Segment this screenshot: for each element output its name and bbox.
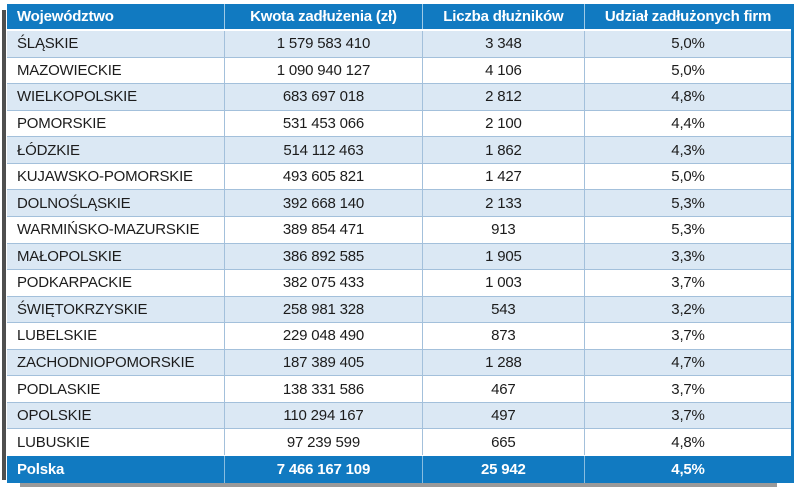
cell-kwota-zadluzenia: 229 048 490 <box>224 323 422 349</box>
cell-wojewodztwo: PODKARPACKIE <box>17 274 132 292</box>
cell-kwota-zadluzenia: 392 668 140 <box>224 190 422 216</box>
cell-liczba-dluznikow: 913 <box>422 217 584 243</box>
cell-udzial-firm: 3,7% <box>584 403 791 429</box>
table-row <box>7 296 791 323</box>
column-header-liczba-dluznikow: Liczba dłużników <box>422 4 584 29</box>
column-header-udzial-firm: Udział zadłużonych firm <box>584 4 791 29</box>
cell-wojewodztwo: OPOLSKIE <box>17 407 92 425</box>
cell-liczba-dluznikow: 1 427 <box>422 164 584 190</box>
cell-wojewodztwo: DOLNOŚLĄSKIE <box>17 194 131 212</box>
cell-liczba-dluznikow: 2 812 <box>422 84 584 110</box>
cell-liczba-dluznikow: 2 133 <box>422 190 584 216</box>
cell-udzial-firm: 3,7% <box>584 376 791 402</box>
table-row <box>7 375 791 402</box>
cell-kwota-zadluzenia: 187 389 405 <box>224 350 422 376</box>
cell-kwota-zadluzenia: 382 075 433 <box>224 270 422 296</box>
cell-wojewodztwo: POMORSKIE <box>17 114 107 132</box>
table-row <box>7 216 791 243</box>
cell-kwota-zadluzenia: 389 854 471 <box>224 217 422 243</box>
cell-liczba-dluznikow: 2 100 <box>422 111 584 137</box>
table-row <box>7 349 791 376</box>
cell-liczba-dluznikow: 467 <box>422 376 584 402</box>
cell-wojewodztwo: ŚLĄSKIE <box>17 35 79 53</box>
cell-udzial-firm: 5,3% <box>584 217 791 243</box>
cell-wojewodztwo: MAŁOPOLSKIE <box>17 247 122 265</box>
cell-kwota-zadluzenia: 1 579 583 410 <box>224 31 422 57</box>
cell-udzial-firm: 5,0% <box>584 31 791 57</box>
cell-wojewodztwo: LUBUSKIE <box>17 433 90 451</box>
column-header-wojewodztwo: Województwo <box>17 8 114 25</box>
left-shadow <box>2 10 6 480</box>
footer-cell-polska: Polska <box>17 461 65 478</box>
cell-liczba-dluznikow: 543 <box>422 297 584 323</box>
cell-wojewodztwo: LUBELSKIE <box>17 327 97 345</box>
cell-udzial-firm: 4,7% <box>584 350 791 376</box>
table-footer-row <box>7 455 791 483</box>
cell-wojewodztwo: ŁÓDZKIE <box>17 141 80 159</box>
table-row <box>7 189 791 216</box>
cell-kwota-zadluzenia: 258 981 328 <box>224 297 422 323</box>
cell-liczba-dluznikow: 665 <box>422 429 584 455</box>
cell-udzial-firm: 3,3% <box>584 244 791 270</box>
cell-kwota-zadluzenia: 514 112 463 <box>224 137 422 163</box>
cell-kwota-zadluzenia: 97 239 599 <box>224 429 422 455</box>
table-row <box>7 428 791 455</box>
cell-udzial-firm: 3,2% <box>584 297 791 323</box>
table-row <box>7 322 791 349</box>
table-row <box>7 83 791 110</box>
cell-wojewodztwo: WIELKOPOLSKIE <box>17 88 137 106</box>
table-row <box>7 243 791 270</box>
cell-udzial-firm: 4,3% <box>584 137 791 163</box>
cell-wojewodztwo: ZACHODNIOPOMORSKIE <box>17 354 195 372</box>
cell-udzial-firm: 5,0% <box>584 164 791 190</box>
cell-kwota-zadluzenia: 531 453 066 <box>224 111 422 137</box>
table-row <box>7 57 791 84</box>
cell-liczba-dluznikow: 1 288 <box>422 350 584 376</box>
cell-wojewodztwo: MAZOWIECKIE <box>17 61 122 79</box>
cell-udzial-firm: 4,4% <box>584 111 791 137</box>
cell-udzial-firm: 5,0% <box>584 58 791 84</box>
table-row <box>7 402 791 429</box>
cell-liczba-dluznikow: 873 <box>422 323 584 349</box>
cell-liczba-dluznikow: 4 106 <box>422 58 584 84</box>
cell-kwota-zadluzenia: 138 331 586 <box>224 376 422 402</box>
table-row <box>7 110 791 137</box>
cell-liczba-dluznikow: 1 905 <box>422 244 584 270</box>
table-row <box>7 136 791 163</box>
cell-udzial-firm: 4,8% <box>584 429 791 455</box>
cell-kwota-zadluzenia: 683 697 018 <box>224 84 422 110</box>
table-row <box>7 269 791 296</box>
cell-udzial-firm: 4,8% <box>584 84 791 110</box>
cell-liczba-dluznikow: 497 <box>422 403 584 429</box>
cell-udzial-firm: 5,3% <box>584 190 791 216</box>
cell-wojewodztwo: PODLASKIE <box>17 380 101 398</box>
cell-liczba-dluznikow: 3 348 <box>422 31 584 57</box>
footer-cell-kwota-total: 7 466 167 109 <box>224 456 422 483</box>
cell-kwota-zadluzenia: 386 892 585 <box>224 244 422 270</box>
table-row <box>7 163 791 190</box>
footer-cell-liczba-total: 25 942 <box>422 456 584 483</box>
cell-udzial-firm: 3,7% <box>584 323 791 349</box>
cell-kwota-zadluzenia: 493 605 821 <box>224 164 422 190</box>
column-header-kwota-zadluzenia: Kwota zadłużenia (zł) <box>224 4 422 29</box>
table-header <box>7 4 791 31</box>
cell-wojewodztwo: ŚWIĘTOKRZYSKIE <box>17 300 148 318</box>
table-row <box>7 31 791 57</box>
table-body <box>7 31 791 455</box>
cell-liczba-dluznikow: 1 003 <box>422 270 584 296</box>
cell-wojewodztwo: WARMIŃSKO-MAZURSKIE <box>17 221 200 239</box>
cell-liczba-dluznikow: 1 862 <box>422 137 584 163</box>
bottom-shadow <box>20 483 777 487</box>
footer-cell-udzial-total: 4,5% <box>584 456 791 483</box>
cell-wojewodztwo: KUJAWSKO-POMORSKIE <box>17 168 193 186</box>
cell-kwota-zadluzenia: 1 090 940 127 <box>224 58 422 84</box>
cell-kwota-zadluzenia: 110 294 167 <box>224 403 422 429</box>
cell-udzial-firm: 3,7% <box>584 270 791 296</box>
debt-table <box>7 4 794 483</box>
